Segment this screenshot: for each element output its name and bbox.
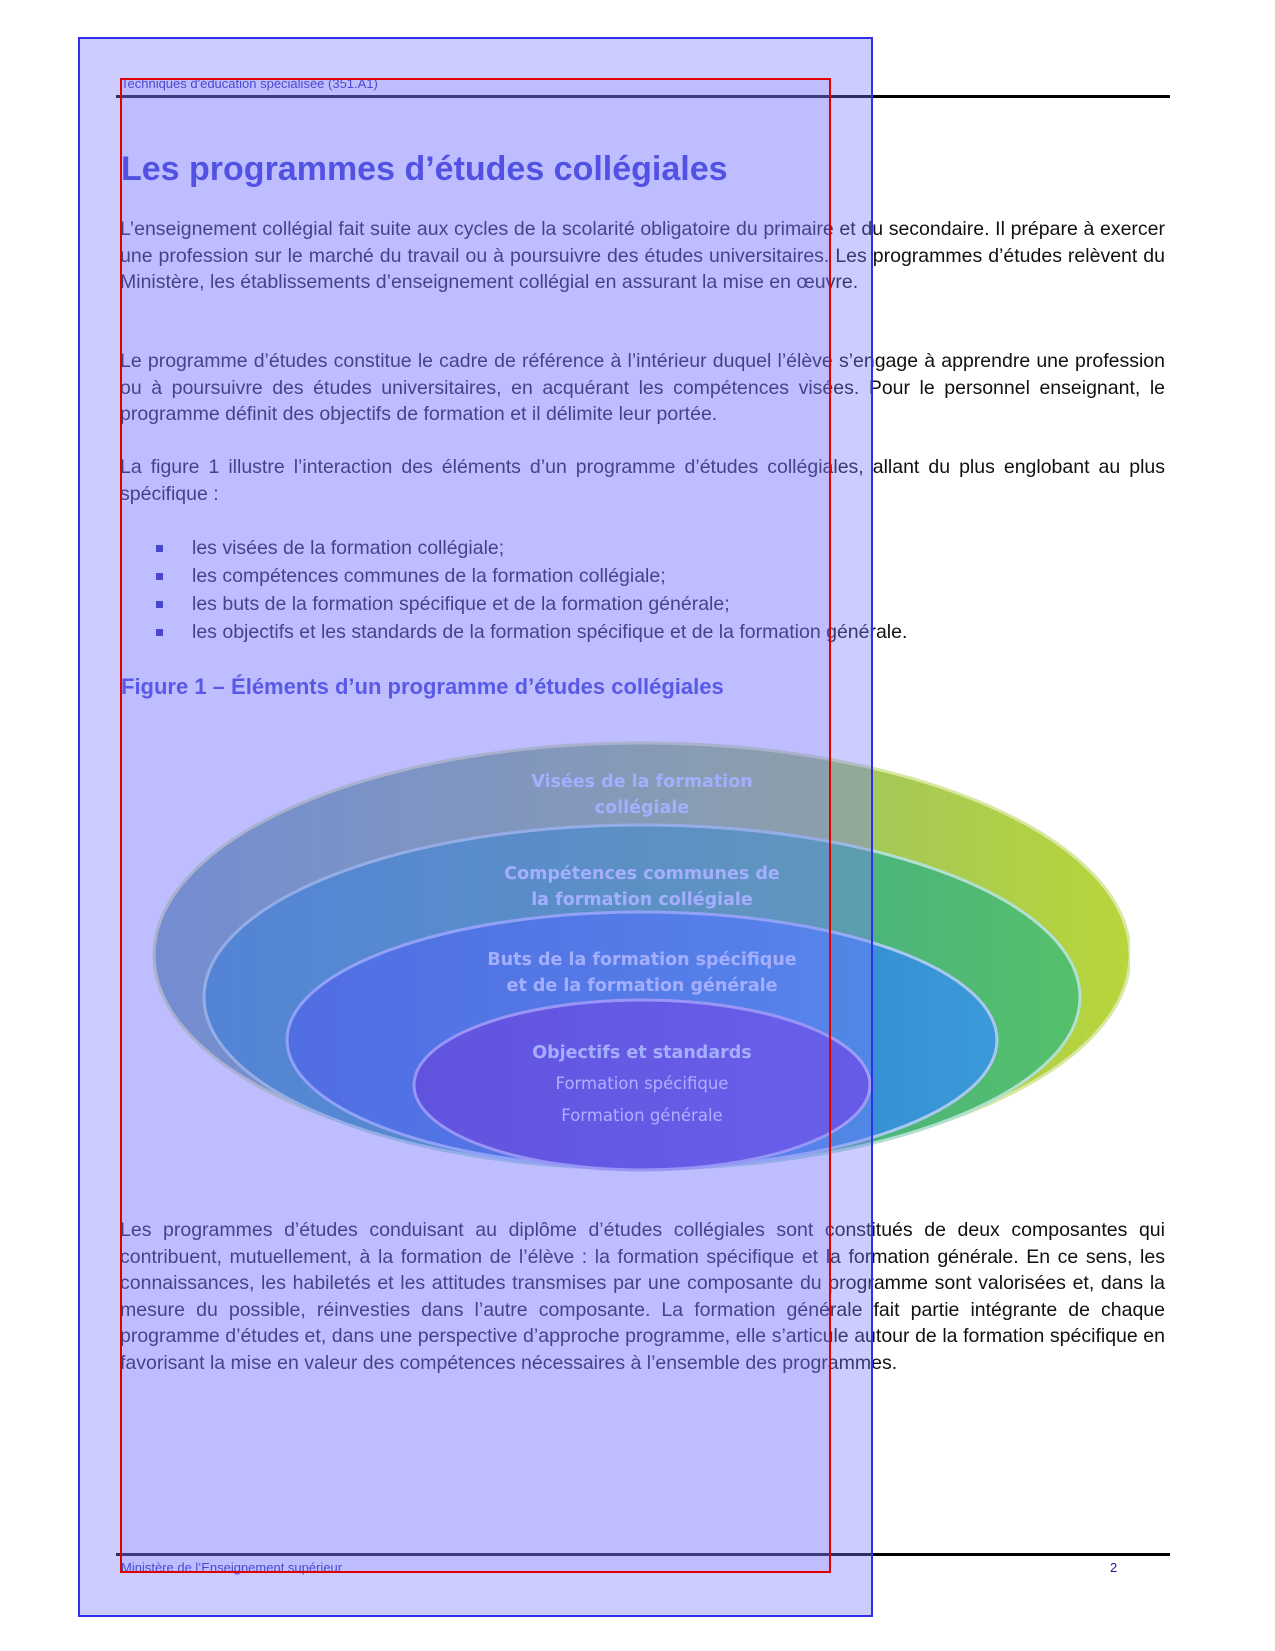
running-header: Techniques d'éducation spécialisée (351.A1): [121, 76, 378, 91]
layer-objectifs-label-3: Formation générale: [561, 1106, 723, 1125]
list-item: les buts de la formation spécifique et de la formation générale;: [152, 590, 907, 618]
layer-visees-label-2: collégiale: [594, 798, 690, 818]
list-item: les visées de la formation collégiale;: [152, 534, 907, 562]
layer-buts-label-1: Buts de la formation spécifique: [487, 950, 797, 970]
layer-buts-label-2: et de la formation générale: [506, 976, 778, 996]
footer-rule: [116, 1553, 1170, 1556]
bullet-icon: [156, 601, 163, 608]
elements-list: [152, 534, 907, 646]
list-item: les compétences communes de la formation collégiale;: [152, 562, 907, 590]
footer-ministry: Ministère de l’Enseignement supérieur: [121, 1560, 343, 1575]
paragraph-components: Les programmes d’études conduisant au diplôme d’études collégiales sont constitués de deux composantes qui contribuent, mutuellement, à la formation de l’élève : la formation spécifique et la formation générale. En ce sens, les connaissances, les habiletés et les attitudes transmises par une composante du programme sont valorisées et, dans la mesure du possible, réinvesties dans l’autre composante. La formation générale fait partie intégrante de chaque programme d’études et, dans une perspective d’approche programme, elle s’articule autour de la formation spécifique en favorisant la mise en valeur des compétences nécessaires à l’ensemble des programmes.: [120, 1219, 1165, 1374]
bullet-icon: [156, 545, 163, 552]
paragraph-figure-intro: La figure 1 illustre l’interaction des éléments d’un programme d’études collégiales, allant du plus englobant au plus spécifique :: [120, 456, 1165, 505]
paragraph-intro: L’enseignement collégial fait suite aux cycles de la scolarité obligatoire du primaire et du secondaire. Il prépare à exercer une profession sur le marché du travail ou à poursuivre des études universitaires. Les programmes d’études relèvent du Ministère, les établissements d’enseignement collégial en assurant la mise en œuvre.: [120, 218, 1165, 293]
header-rule: [116, 95, 1170, 98]
bullet-icon: [156, 573, 163, 580]
layer-competences-label-2: la formation collégiale: [531, 890, 753, 910]
layer-objectifs-label-2: Formation spécifique: [555, 1074, 729, 1093]
figure-caption: Figure 1 – Éléments d’un programme d’études collégiales: [121, 674, 724, 699]
nested-ellipses-diagram: [150, 735, 1130, 1175]
layer-visees-label-1: Visées de la formation: [531, 772, 753, 792]
page-title: Les programmes d’études collégiales: [121, 150, 728, 188]
layer-competences-label-1: Compétences communes de: [504, 864, 780, 884]
bullet-icon: [156, 629, 163, 636]
layer-objectifs-label-1: Objectifs et standards: [532, 1043, 752, 1063]
page-number: 2: [1110, 1560, 1118, 1575]
paragraph-program-frame: Le programme d’études constitue le cadre de référence à l’intérieur duquel l’élève s’engage à apprendre une profession ou à poursuivre des études universitaires, en acquérant les compétences visées. Pour le personnel enseignant, le programme définit des objectifs de formation et il délimite leur portée.: [120, 350, 1165, 425]
list-item: les objectifs et les standards de la formation spécifique et de la formation générale.: [152, 618, 907, 646]
